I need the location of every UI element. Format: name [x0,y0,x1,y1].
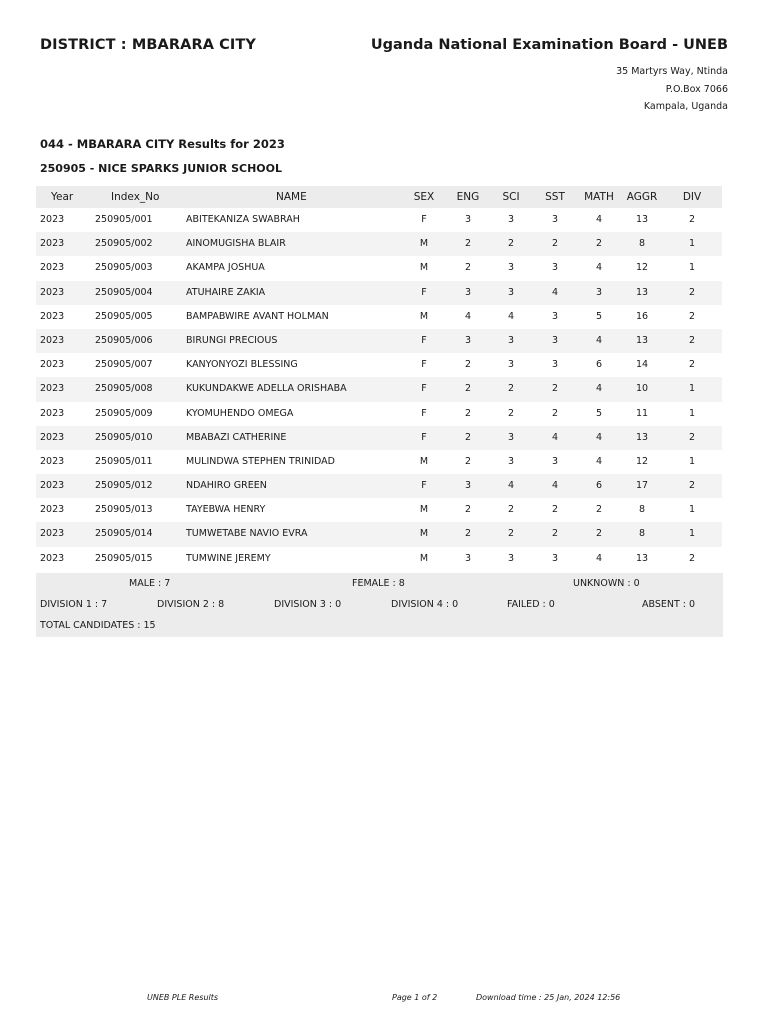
cell-name: MBABAZI CATHERINE [186,431,287,443]
cell-sex: M [419,238,429,250]
cell-div: 2 [688,431,696,443]
cell-name: AINOMUGISHA BLAIR [186,238,286,250]
cell-aggr: 8 [638,528,646,540]
column-header-sex: SEX [413,191,435,203]
table-row [36,232,722,256]
column-header-name: NAME [276,191,307,203]
cell-aggr: 11 [635,407,649,419]
cell-sex: M [419,528,429,540]
cell-eng: 2 [464,431,472,443]
cell-math: 4 [595,262,603,274]
cell-sci: 3 [507,431,515,443]
cell-sci: 2 [507,238,515,250]
cell-eng: 2 [464,359,472,371]
cell-sst: 3 [551,214,559,225]
cell-sex: M [419,504,429,516]
cell-index-no: 250905/014 [95,528,153,540]
column-header-index: Index_No [111,191,160,203]
cell-div: 2 [688,214,696,225]
column-header-eng: ENG [456,191,480,203]
cell-sci: 3 [507,262,515,274]
cell-name: BIRUNGI PRECIOUS [186,334,278,346]
cell-math: 4 [595,552,603,564]
cell-aggr: 8 [638,238,646,250]
cell-year: 2023 [40,214,65,225]
cell-index-no: 250905/001 [95,214,153,225]
cell-div: 2 [688,334,696,346]
cell-math: 5 [595,407,603,419]
table-header-row [36,186,722,208]
cell-sst: 3 [551,455,559,467]
cell-math: 2 [595,238,603,250]
summary-division-2: DIVISION 2 : 8 [157,599,225,610]
cell-sex: F [421,334,427,346]
cell-sex: F [421,431,427,443]
cell-div: 2 [688,310,696,322]
table-row [36,547,722,571]
summary-total: TOTAL CANDIDATES : 15 [40,620,156,631]
cell-sst: 2 [551,528,559,540]
cell-div: 2 [688,552,696,564]
cell-name: TAYEBWA HENRY [186,504,266,516]
cell-year: 2023 [40,504,65,516]
cell-year: 2023 [40,407,65,419]
cell-sst: 2 [551,238,559,250]
cell-year: 2023 [40,431,65,443]
cell-div: 1 [688,528,696,540]
cell-sci: 3 [507,286,515,298]
cell-eng: 2 [464,528,472,540]
cell-year: 2023 [40,310,65,322]
cell-eng: 3 [464,286,472,298]
cell-sst: 3 [551,334,559,346]
cell-index-no: 250905/012 [95,480,153,492]
cell-eng: 2 [464,504,472,516]
cell-sci: 4 [507,480,515,492]
footer-page-number: Page 1 of 2 [392,993,438,1002]
cell-index-no: 250905/004 [95,286,153,298]
cell-math: 4 [595,214,603,225]
cell-div: 1 [688,262,696,274]
table-row [36,498,722,522]
table-row [36,426,722,450]
cell-aggr: 13 [635,334,649,346]
cell-name: KUKUNDAKWE ADELLA ORISHABA [186,383,347,395]
cell-aggr: 8 [638,504,646,516]
cell-div: 1 [688,383,696,395]
cell-math: 4 [595,334,603,346]
cell-aggr: 13 [635,552,649,564]
cell-name: NDAHIRO GREEN [186,480,267,492]
cell-div: 2 [688,286,696,298]
cell-year: 2023 [40,480,65,492]
cell-math: 5 [595,310,603,322]
cell-math: 4 [595,383,603,395]
cell-aggr: 12 [635,262,649,274]
cell-eng: 2 [464,383,472,395]
cell-name: KYOMUHENDO OMEGA [186,407,294,419]
cell-aggr: 17 [635,480,649,492]
cell-eng: 4 [464,310,472,322]
footer-download-time: Download time : 25 Jan, 2024 12:56 [476,993,621,1002]
cell-eng: 3 [464,214,472,225]
cell-aggr: 13 [635,214,649,225]
table-row [36,305,722,329]
cell-math: 2 [595,504,603,516]
cell-sex: F [421,359,427,371]
cell-sci: 3 [507,552,515,564]
cell-div: 1 [688,238,696,250]
cell-div: 2 [688,480,696,492]
cell-index-no: 250905/008 [95,383,153,395]
cell-name: MULINDWA STEPHEN TRINIDAD [186,455,335,467]
results-table [36,186,722,571]
cell-aggr: 14 [635,359,649,371]
cell-index-no: 250905/015 [95,552,153,564]
cell-sst: 2 [551,504,559,516]
cell-sex: M [419,455,429,467]
cell-sst: 3 [551,310,559,322]
cell-index-no: 250905/010 [95,431,153,443]
summary-division-3: DIVISION 3 : 0 [274,599,342,610]
table-row [36,402,722,426]
address-line-street: 35 Martyrs Way, Ntinda [616,66,728,77]
cell-sci: 2 [507,504,515,516]
table-row [36,329,722,353]
cell-eng: 2 [464,407,472,419]
cell-year: 2023 [40,383,65,395]
summary-division-1: DIVISION 1 : 7 [40,599,108,610]
cell-name: BAMPABWIRE AVANT HOLMAN [186,310,329,322]
district-heading: DISTRICT : MBARARA CITY [40,37,257,53]
cell-aggr: 10 [635,383,649,395]
cell-div: 2 [688,359,696,371]
table-row [36,281,722,305]
cell-index-no: 250905/005 [95,310,153,322]
cell-year: 2023 [40,286,65,298]
cell-div: 1 [688,504,696,516]
cell-sst: 4 [551,480,559,492]
cell-sex: M [419,310,429,322]
cell-name: KANYONYOZI BLESSING [186,359,298,371]
cell-year: 2023 [40,262,65,274]
summary-division-4: DIVISION 4 : 0 [391,599,459,610]
cell-sci: 4 [507,310,515,322]
cell-index-no: 250905/006 [95,334,153,346]
cell-eng: 2 [464,262,472,274]
board-heading: Uganda National Examination Board - UNEB [370,37,728,53]
cell-sst: 4 [551,286,559,298]
cell-sst: 3 [551,552,559,564]
cell-sst: 2 [551,407,559,419]
summary-female: FEMALE : 8 [352,578,405,589]
cell-sex: F [421,407,427,419]
cell-eng: 2 [464,455,472,467]
address-line-pobox: P.O.Box 7066 [665,83,728,95]
table-row [36,208,722,232]
summary-failed: FAILED : 0 [507,599,555,610]
cell-name: TUMWINE JEREMY [186,552,271,564]
table-row [36,377,722,401]
summary-absent: ABSENT : 0 [642,599,696,610]
cell-sex: F [421,214,427,225]
cell-math: 6 [595,359,603,371]
table-row [36,256,722,280]
cell-sst: 3 [551,359,559,371]
cell-math: 3 [595,286,603,298]
table-row [36,353,722,377]
cell-sci: 2 [507,528,515,540]
cell-div: 1 [688,455,696,467]
column-header-year: Year [51,191,74,203]
cell-div: 1 [688,407,696,419]
cell-eng: 2 [464,238,472,250]
cell-name: ABITEKANIZA SWABRAH [186,214,300,225]
cell-sci: 2 [507,407,515,419]
cell-year: 2023 [40,359,65,371]
table-row [36,450,722,474]
cell-sex: M [419,262,429,274]
cell-year: 2023 [40,334,65,346]
results-title: 044 - MBARARA CITY Results for 2023 [40,137,285,151]
cell-math: 4 [595,431,603,443]
cell-index-no: 250905/002 [95,238,153,250]
cell-eng: 3 [464,552,472,564]
summary-unknown: UNKNOWN : 0 [573,578,640,589]
cell-year: 2023 [40,238,65,250]
cell-sci: 3 [507,455,515,467]
column-header-sci: SCI [502,191,520,203]
cell-index-no: 250905/011 [95,455,153,467]
cell-aggr: 13 [635,286,649,298]
footer-report-name: UNEB PLE Results [147,993,219,1002]
cell-aggr: 16 [635,310,649,322]
cell-sex: F [421,383,427,395]
cell-aggr: 12 [635,455,649,467]
cell-sci: 3 [507,214,515,225]
cell-aggr: 13 [635,431,649,443]
column-header-sst: SST [545,191,565,203]
cell-sci: 3 [507,359,515,371]
cell-sst: 3 [551,262,559,274]
cell-sci: 2 [507,383,515,395]
cell-name: AKAMPA JOSHUA [186,262,265,274]
board-address [616,63,728,116]
cell-sci: 3 [507,334,515,346]
school-title: 250905 - NICE SPARKS JUNIOR SCHOOL [40,162,282,175]
cell-math: 4 [595,455,603,467]
cell-name: ATUHAIRE ZAKIA [186,286,266,298]
column-header-div: DIV [682,191,702,203]
cell-math: 6 [595,480,603,492]
address-line-city: Kampala, Uganda [643,101,728,112]
cell-name: TUMWETABE NAVIO EVRA [186,528,308,540]
table-row [36,522,722,546]
table-row [36,474,722,498]
results-summary [36,573,723,637]
cell-sex: F [421,480,427,492]
cell-year: 2023 [40,552,65,564]
cell-sst: 2 [551,383,559,395]
summary-male: MALE : 7 [129,578,171,589]
cell-sst: 4 [551,431,559,443]
cell-year: 2023 [40,528,65,540]
cell-index-no: 250905/009 [95,407,153,419]
cell-math: 2 [595,528,603,540]
column-header-math: MATH [584,191,614,203]
cell-index-no: 250905/013 [95,504,153,516]
cell-index-no: 250905/003 [95,262,153,274]
cell-sex: M [419,552,429,564]
column-header-aggr: AGGR [626,191,658,203]
cell-index-no: 250905/007 [95,359,153,371]
cell-eng: 3 [464,334,472,346]
cell-eng: 3 [464,480,472,492]
cell-sex: F [421,286,427,298]
cell-year: 2023 [40,455,65,467]
